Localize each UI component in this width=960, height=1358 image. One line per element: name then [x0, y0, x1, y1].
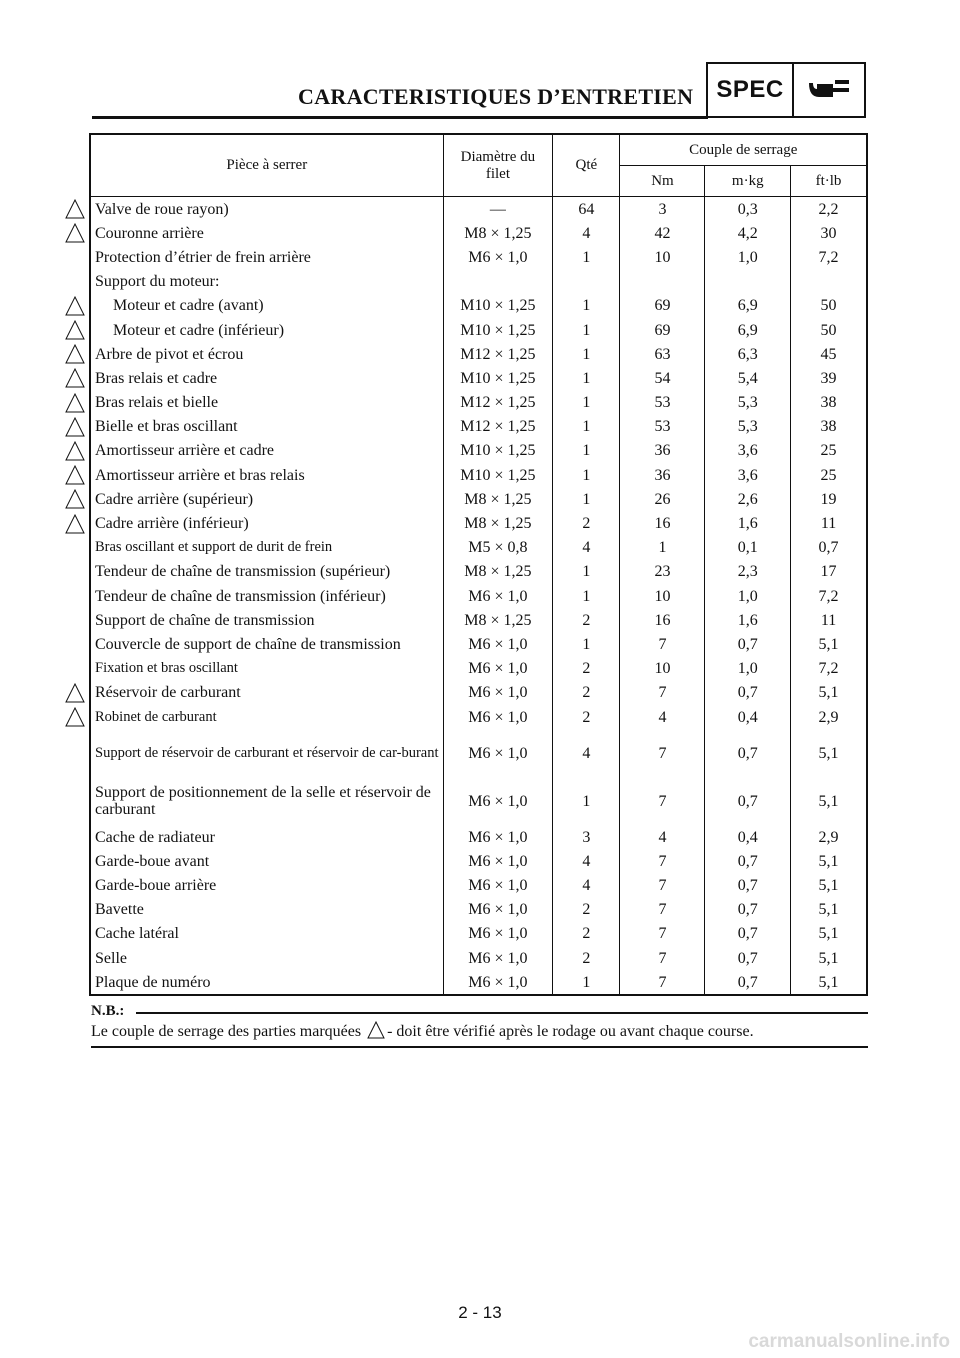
cell-diametre: M6 × 1,0 — [443, 874, 553, 898]
cell-qte: 2 — [553, 511, 620, 535]
cell-diametre: M6 × 1,0 — [443, 922, 553, 946]
table-row — [90, 874, 867, 898]
cell-diametre: M6 × 1,0 — [443, 705, 553, 729]
cell-diametre: M10 × 1,25 — [443, 439, 553, 463]
cell-piece: Tendeur de chaîne de transmission (supérieur) — [95, 563, 391, 581]
header-diametre: Diamètre du filet — [443, 134, 553, 197]
cell-piece: Fixation et bras oscillant — [95, 660, 238, 677]
cell-mkg: 2,6 — [705, 487, 791, 511]
cell-piece: Moteur et cadre (inférieur) — [113, 321, 285, 339]
cell-diametre: M8 × 1,25 — [443, 487, 553, 511]
cell-piece: Selle — [95, 949, 127, 967]
triangle-mark-icon — [64, 392, 86, 414]
cell-nm: 3 — [620, 197, 705, 222]
header-ftlb: ft·lb — [791, 166, 867, 197]
cell-ftlb: 38 — [791, 415, 867, 439]
cell-mkg: 6,9 — [705, 294, 791, 318]
cell-diametre: M12 × 1,25 — [443, 391, 553, 415]
cell-piece: Bras oscillant et support de durit de frein — [95, 539, 333, 556]
triangle-mark-icon — [64, 706, 86, 728]
table-row — [90, 487, 867, 511]
cell-mkg: 0,7 — [705, 922, 791, 946]
triangle-mark-icon — [64, 222, 86, 244]
cell-nm: 16 — [620, 511, 705, 535]
triangle-mark-icon — [64, 343, 86, 365]
cell-qte: 2 — [553, 657, 620, 681]
note-text-before: Le couple de serrage des parties marquées — [91, 1023, 366, 1040]
cell-ftlb: 2,9 — [791, 705, 867, 729]
triangle-mark-icon — [64, 682, 86, 704]
table-row — [90, 197, 867, 222]
table-row — [90, 439, 867, 463]
cell-qte: 2 — [553, 946, 620, 970]
cell-mkg: 0,7 — [705, 898, 791, 922]
cell-nm: 4 — [620, 705, 705, 729]
cell-qte: 1 — [553, 391, 620, 415]
cell-piece: Amortisseur arrière et bras relais — [95, 466, 305, 484]
cell-qte: 2 — [553, 898, 620, 922]
header-mkg: m·kg — [705, 166, 791, 197]
cell-nm: 23 — [620, 560, 705, 584]
note-label: N.B.: — [91, 1003, 125, 1019]
table-row — [90, 318, 867, 342]
cell-qte: 4 — [553, 729, 620, 777]
cell-diametre: M12 × 1,25 — [443, 415, 553, 439]
table-row — [90, 391, 867, 415]
triangle-mark-icon — [64, 440, 86, 462]
note-text — [91, 1021, 754, 1041]
cell-qte: 1 — [553, 560, 620, 584]
cell-ftlb: 7,2 — [791, 584, 867, 608]
cell-diametre: M6 × 1,0 — [443, 632, 553, 656]
cell-nm: 7 — [620, 849, 705, 873]
table-row — [90, 777, 867, 825]
cell-diametre: — — [443, 197, 553, 222]
spec-badge-label: SPEC — [708, 64, 794, 116]
table-row — [90, 705, 867, 729]
cell-nm: 10 — [620, 584, 705, 608]
cell-nm: 42 — [620, 221, 705, 245]
table-row — [90, 898, 867, 922]
cell-mkg — [705, 270, 791, 294]
cell-ftlb: 19 — [791, 487, 867, 511]
cell-diametre: M8 × 1,25 — [443, 221, 553, 245]
triangle-mark-icon — [64, 513, 86, 535]
cell-nm: 53 — [620, 391, 705, 415]
triangle-mark-icon — [64, 464, 86, 486]
header-rule — [92, 116, 708, 119]
table-row — [90, 946, 867, 970]
cell-ftlb: 5,1 — [791, 681, 867, 705]
cell-mkg: 0,7 — [705, 777, 791, 825]
header-piece: Pièce à serrer — [90, 134, 443, 197]
cell-ftlb: 39 — [791, 366, 867, 390]
cell-piece: Cadre arrière (inférieur) — [95, 515, 249, 533]
cell-mkg: 0,7 — [705, 970, 791, 995]
table-row — [90, 366, 867, 390]
cell-piece: Bras relais et bielle — [95, 394, 219, 412]
cell-diametre: M6 × 1,0 — [443, 946, 553, 970]
cell-ftlb: 5,1 — [791, 922, 867, 946]
cell-ftlb: 2,9 — [791, 825, 867, 849]
cell-mkg: 0,1 — [705, 536, 791, 560]
cell-ftlb: 38 — [791, 391, 867, 415]
table-row — [90, 536, 867, 560]
cell-nm: 7 — [620, 922, 705, 946]
cell-nm: 7 — [620, 632, 705, 656]
cell-mkg: 2,3 — [705, 560, 791, 584]
cell-mkg: 0,7 — [705, 681, 791, 705]
cell-mkg: 0,3 — [705, 197, 791, 222]
cell-ftlb: 5,1 — [791, 729, 867, 777]
cell-piece: Cadre arrière (supérieur) — [95, 490, 254, 508]
cell-nm: 7 — [620, 681, 705, 705]
cell-diametre: M6 × 1,0 — [443, 657, 553, 681]
triangle-mark-icon — [64, 319, 86, 341]
table-row — [90, 463, 867, 487]
cell-diametre: M6 × 1,0 — [443, 584, 553, 608]
table-row — [90, 681, 867, 705]
cell-diametre: M8 × 1,25 — [443, 560, 553, 584]
cell-piece: Moteur et cadre (avant) — [113, 297, 264, 315]
cell-qte: 3 — [553, 825, 620, 849]
cell-nm: 53 — [620, 415, 705, 439]
cell-mkg: 0,7 — [705, 946, 791, 970]
table-row — [90, 294, 867, 318]
cell-piece: Valve de roue rayon) — [95, 200, 229, 218]
cell-ftlb: 25 — [791, 463, 867, 487]
cell-ftlb: 5,1 — [791, 632, 867, 656]
cell-mkg: 1,0 — [705, 584, 791, 608]
table-row — [90, 221, 867, 245]
cell-mkg: 6,9 — [705, 318, 791, 342]
cell-ftlb: 50 — [791, 294, 867, 318]
table-row — [90, 632, 867, 656]
cell-piece: Protection d’étrier de frein arrière — [95, 248, 311, 266]
cell-diametre: M6 × 1,0 — [443, 729, 553, 777]
cell-nm: 54 — [620, 366, 705, 390]
cell-diametre: M6 × 1,0 — [443, 245, 553, 269]
cell-mkg: 6,3 — [705, 342, 791, 366]
cell-qte: 1 — [553, 294, 620, 318]
cell-qte: 4 — [553, 874, 620, 898]
cell-nm: 7 — [620, 729, 705, 777]
header-couple: Couple de serrage — [620, 134, 867, 166]
cell-piece: Garde-boue arrière — [95, 877, 217, 895]
cell-ftlb: 7,2 — [791, 245, 867, 269]
cell-mkg: 1,6 — [705, 608, 791, 632]
cell-qte: 2 — [553, 608, 620, 632]
header-qte: Qté — [553, 134, 620, 197]
cell-diametre: M12 × 1,25 — [443, 342, 553, 366]
cell-piece: Plaque de numéro — [95, 973, 211, 991]
cell-ftlb: 50 — [791, 318, 867, 342]
cell-piece: Support du moteur: — [95, 273, 220, 291]
cell-qte: 64 — [553, 197, 620, 222]
cell-mkg: 1,6 — [705, 511, 791, 535]
table-row — [90, 245, 867, 269]
table-row — [90, 657, 867, 681]
cell-piece: Cache de radiateur — [95, 828, 215, 846]
cell-diametre: M10 × 1,25 — [443, 366, 553, 390]
cell-mkg: 1,0 — [705, 657, 791, 681]
table-row — [90, 922, 867, 946]
cell-diametre: M10 × 1,25 — [443, 463, 553, 487]
table-row — [90, 584, 867, 608]
cell-diametre: M6 × 1,0 — [443, 681, 553, 705]
cell-nm: 10 — [620, 657, 705, 681]
cell-qte: 1 — [553, 584, 620, 608]
cell-qte: 1 — [553, 463, 620, 487]
cell-nm: 7 — [620, 898, 705, 922]
cell-diametre: M8 × 1,25 — [443, 511, 553, 535]
cell-mkg: 0,4 — [705, 825, 791, 849]
table-row — [90, 825, 867, 849]
cell-mkg: 0,7 — [705, 849, 791, 873]
cell-nm: 7 — [620, 777, 705, 825]
cell-ftlb: 45 — [791, 342, 867, 366]
spec-badge — [706, 62, 866, 118]
cell-nm — [620, 270, 705, 294]
cell-piece: Bras relais et cadre — [95, 369, 218, 387]
cell-diametre: M6 × 1,0 — [443, 898, 553, 922]
cell-diametre: M10 × 1,25 — [443, 318, 553, 342]
cell-qte: 1 — [553, 632, 620, 656]
cell-ftlb: 5,1 — [791, 874, 867, 898]
cell-ftlb: 5,1 — [791, 777, 867, 825]
cell-ftlb: 5,1 — [791, 946, 867, 970]
cell-ftlb: 0,7 — [791, 536, 867, 560]
cell-diametre: M6 × 1,0 — [443, 777, 553, 825]
cell-nm: 36 — [620, 439, 705, 463]
cell-nm: 63 — [620, 342, 705, 366]
cell-nm: 16 — [620, 608, 705, 632]
cell-piece: Couronne arrière — [95, 224, 204, 242]
cell-piece: Garde-boue avant — [95, 852, 210, 870]
cell-piece: Couvercle de support de chaîne de transmission — [95, 635, 401, 653]
cell-ftlb: 17 — [791, 560, 867, 584]
page-title: CARACTERISTIQUES D’ENTRETIEN — [298, 84, 694, 109]
cell-ftlb — [791, 270, 867, 294]
cell-qte: 1 — [553, 487, 620, 511]
cell-ftlb: 2,2 — [791, 197, 867, 222]
cell-qte — [553, 270, 620, 294]
cell-mkg: 3,6 — [705, 439, 791, 463]
cell-qte: 1 — [553, 318, 620, 342]
cell-ftlb: 25 — [791, 439, 867, 463]
cell-mkg: 0,7 — [705, 874, 791, 898]
table-row — [90, 608, 867, 632]
triangle-mark-icon — [64, 488, 86, 510]
cell-qte: 1 — [553, 342, 620, 366]
table-row — [90, 270, 867, 294]
cell-diametre: M6 × 1,0 — [443, 849, 553, 873]
cell-nm: 69 — [620, 294, 705, 318]
cell-qte: 1 — [553, 245, 620, 269]
cell-qte: 4 — [553, 536, 620, 560]
table-row — [90, 511, 867, 535]
table-row — [90, 415, 867, 439]
cell-piece: Support de chaîne de transmission — [95, 611, 315, 629]
cell-qte: 1 — [553, 777, 620, 825]
cell-diametre: M6 × 1,0 — [443, 825, 553, 849]
cell-diametre: M8 × 1,25 — [443, 608, 553, 632]
cell-qte: 1 — [553, 970, 620, 995]
table-row — [90, 729, 867, 777]
table-row — [90, 849, 867, 873]
torque-table — [89, 133, 868, 996]
triangle-mark-icon — [367, 1021, 385, 1039]
cell-ftlb: 5,1 — [791, 898, 867, 922]
table-row — [90, 342, 867, 366]
cell-piece: Support de réservoir de carburant et réservoir de car-burant — [95, 744, 439, 761]
triangle-mark-icon — [64, 198, 86, 220]
cell-piece: Réservoir de carburant — [95, 684, 241, 702]
cell-mkg: 5,3 — [705, 415, 791, 439]
cell-diametre: M10 × 1,25 — [443, 294, 553, 318]
cell-diametre — [443, 270, 553, 294]
cell-nm: 7 — [620, 874, 705, 898]
triangle-mark-icon — [64, 295, 86, 317]
cell-ftlb: 11 — [791, 511, 867, 535]
cell-piece: Tendeur de chaîne de transmission (inférieur) — [95, 587, 386, 605]
cell-piece: Cache latéral — [95, 925, 179, 943]
cell-mkg: 5,4 — [705, 366, 791, 390]
cell-nm: 7 — [620, 946, 705, 970]
cell-diametre: M6 × 1,0 — [443, 970, 553, 995]
cell-mkg: 4,2 — [705, 221, 791, 245]
cell-mkg: 0,7 — [705, 632, 791, 656]
cell-qte: 1 — [553, 415, 620, 439]
cell-qte: 4 — [553, 221, 620, 245]
cell-mkg: 1,0 — [705, 245, 791, 269]
cell-ftlb: 11 — [791, 608, 867, 632]
cell-nm: 36 — [620, 463, 705, 487]
cell-piece: Bavette — [95, 901, 144, 919]
cell-piece: Robinet de carburant — [95, 708, 217, 725]
cell-piece: Amortisseur arrière et cadre — [95, 442, 275, 460]
cell-piece: Bielle et bras oscillant — [95, 418, 238, 436]
page-number: 2 - 13 — [458, 1303, 502, 1322]
cell-qte: 2 — [553, 681, 620, 705]
cell-qte: 1 — [553, 439, 620, 463]
cell-nm: 26 — [620, 487, 705, 511]
note-bottom-rule — [91, 1046, 868, 1048]
watermark: carmanualsonline.info — [748, 1331, 950, 1352]
triangle-mark-icon — [64, 367, 86, 389]
cell-diametre: M5 × 0,8 — [443, 536, 553, 560]
wrench-icon — [794, 64, 864, 116]
cell-nm: 4 — [620, 825, 705, 849]
cell-mkg: 0,4 — [705, 705, 791, 729]
cell-ftlb: 5,1 — [791, 970, 867, 995]
cell-ftlb: 7,2 — [791, 657, 867, 681]
cell-mkg: 5,3 — [705, 391, 791, 415]
cell-qte: 4 — [553, 849, 620, 873]
note-text-after: - doit être vérifié après le rodage ou avant chaque course. — [387, 1023, 754, 1040]
triangle-mark-icon — [64, 416, 86, 438]
cell-nm: 69 — [620, 318, 705, 342]
cell-ftlb: 30 — [791, 221, 867, 245]
cell-nm: 1 — [620, 536, 705, 560]
note-rule — [136, 1012, 868, 1014]
header-nm: Nm — [620, 166, 705, 197]
cell-ftlb: 5,1 — [791, 849, 867, 873]
table-row — [90, 970, 867, 995]
cell-mkg: 0,7 — [705, 729, 791, 777]
cell-qte: 1 — [553, 366, 620, 390]
cell-qte: 2 — [553, 922, 620, 946]
table-body — [90, 197, 867, 996]
cell-mkg: 3,6 — [705, 463, 791, 487]
cell-qte: 2 — [553, 705, 620, 729]
cell-nm: 10 — [620, 245, 705, 269]
cell-piece: Arbre de pivot et écrou — [95, 345, 244, 363]
cell-piece: Support de positionnement de la selle et réservoir de carburant — [95, 784, 431, 819]
table-row — [90, 560, 867, 584]
cell-nm: 7 — [620, 970, 705, 995]
